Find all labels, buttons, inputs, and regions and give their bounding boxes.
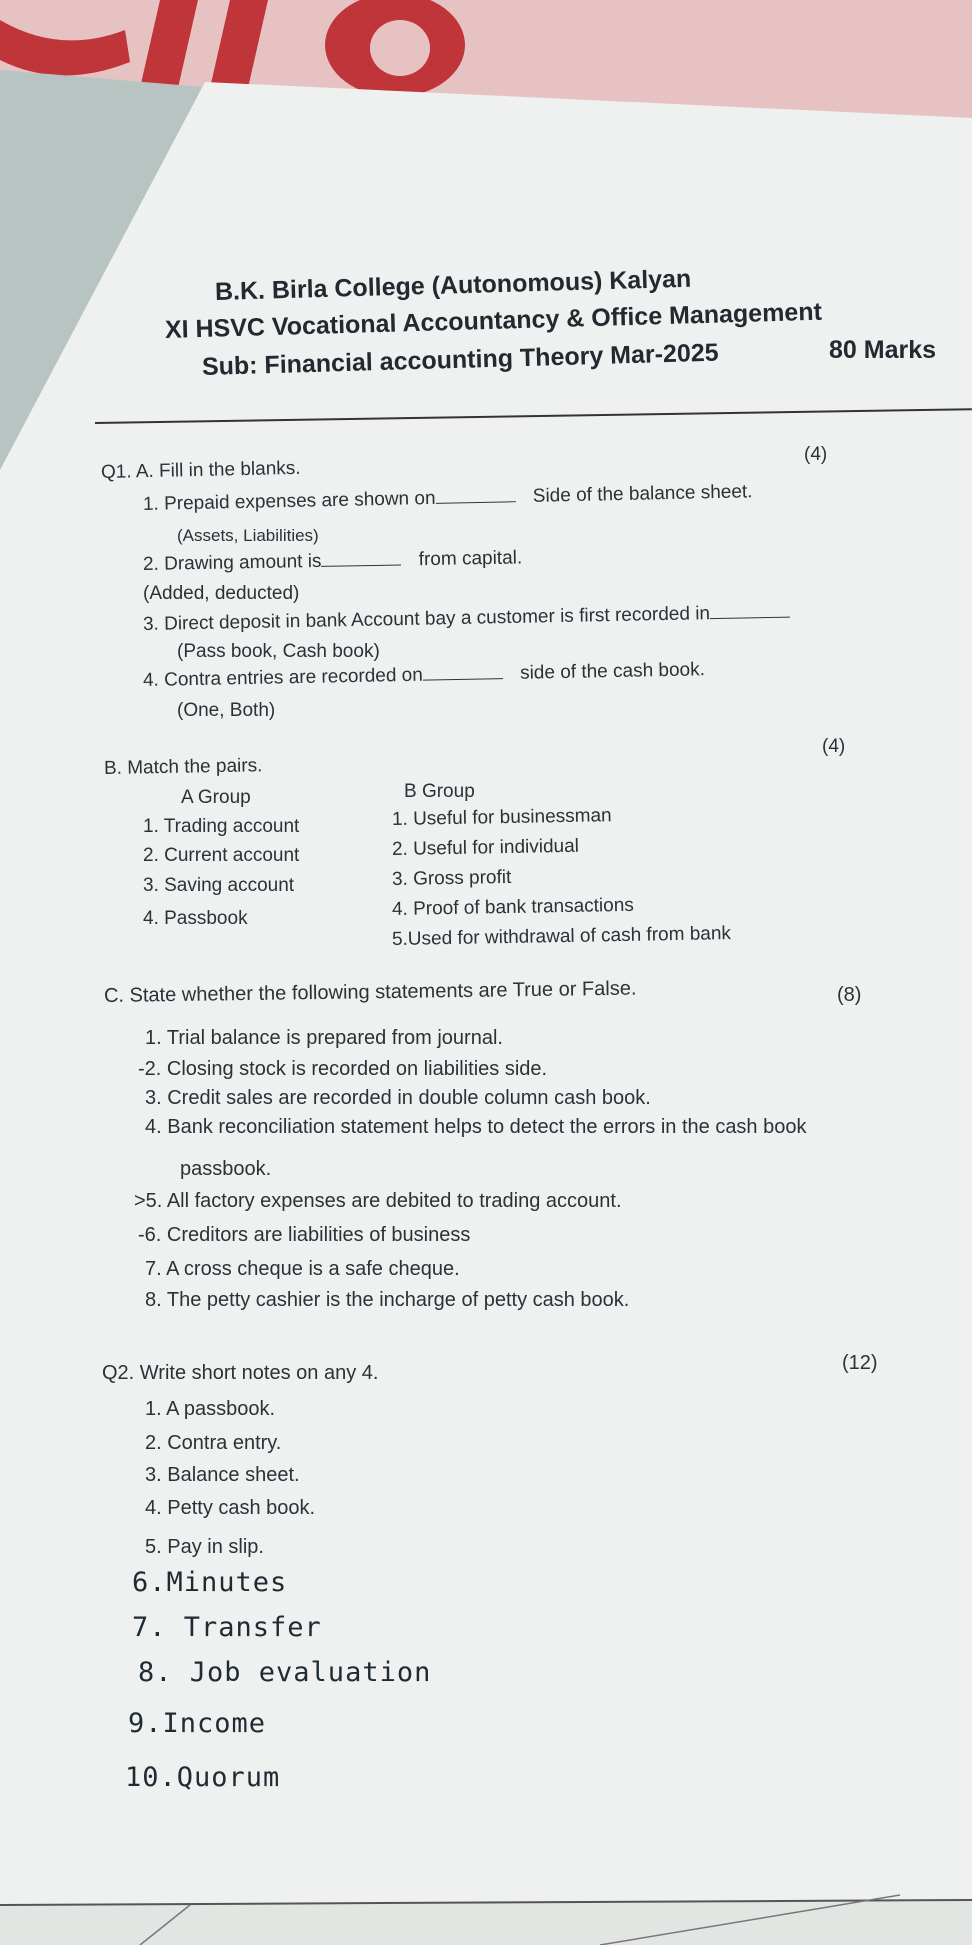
group-b-item: 2. Useful for individual	[391, 835, 580, 860]
q1a-item-4-options: (One, Both)	[177, 700, 276, 721]
item-number: 1.	[142, 493, 160, 515]
group-a-item: 4. Passbook	[143, 908, 248, 929]
item-number: 2.	[142, 553, 160, 575]
q1c-item: -6. Creditors are liabilities of business	[138, 1224, 471, 1246]
group-b-item: 5.Used for withdrawal of cash from bank	[391, 923, 732, 950]
q2-handwritten-item: 9.Income	[128, 1708, 267, 1739]
q1a-title: Q1. A. Fill in the blanks.	[100, 457, 301, 483]
item-text: Drawing amount is	[163, 550, 322, 575]
q2-handwritten-item: 6.Minutes	[132, 1567, 288, 1598]
group-b-item: 4. Proof of bank transactions	[391, 894, 635, 920]
group-b-heading: B Group	[404, 781, 475, 802]
q1c-item: 8. The petty cashier is the incharge of petty cash book.	[145, 1289, 630, 1311]
group-a-heading: A Group	[181, 787, 251, 808]
q2-item: 1. A passbook.	[145, 1398, 276, 1420]
q1c-marks: (8)	[837, 984, 862, 1006]
group-a-item: 3. Saving account	[143, 875, 295, 896]
q1c-item: 3. Credit sales are recorded in double column cash book.	[145, 1087, 651, 1109]
q2-title: Q2. Write short notes on any 4.	[102, 1362, 379, 1384]
group-b-item: 3. Gross profit	[391, 866, 512, 890]
item-number: 3.	[142, 613, 160, 635]
q1a-marks: (4)	[804, 444, 828, 465]
college-name: B.K. Birla College (Autonomous) Kalyan	[214, 264, 692, 306]
q2-handwritten-item: 7. Transfer	[132, 1612, 322, 1643]
q2-item: 2. Contra entry.	[145, 1432, 282, 1454]
item-text: Contra entries are recorded on	[163, 664, 424, 691]
q1c-item: >5. All factory expenses are debited to trading account.	[134, 1190, 622, 1212]
q1c-item: 1. Trial balance is prepared from journal.	[145, 1027, 503, 1049]
q1c-item: 7. A cross cheque is a safe cheque.	[145, 1258, 460, 1280]
group-a-item: 2. Current account	[143, 845, 300, 866]
total-marks: 80 Marks	[829, 336, 937, 364]
q2-marks: (12)	[842, 1352, 878, 1374]
q2-handwritten-item: 8. Job evaluation	[138, 1657, 432, 1688]
group-b-item: 1. Useful for businessman	[391, 805, 612, 830]
q1c-title: C. State whether the following statements are True or False.	[103, 977, 637, 1007]
q1c-item-continuation: passbook.	[180, 1158, 272, 1180]
item-text: Direct deposit in bank Account bay a customer is first recorded in	[163, 603, 711, 635]
item-text-after: side of the cash book.	[519, 659, 706, 684]
q2-item: 3. Balance sheet.	[145, 1464, 300, 1486]
q1c-item: 4. Bank reconciliation statement helps to detect the errors in the cash book	[145, 1116, 807, 1138]
q1a-item-2-options: (Added, deducted)	[143, 583, 300, 604]
course-title: XI HSVC Vocational Accountancy & Office Management	[164, 297, 823, 344]
q2-item: 5. Pay in slip.	[145, 1536, 264, 1558]
q1b-title: B. Match the pairs.	[103, 755, 263, 779]
q2-handwritten-item: 10.Quorum	[125, 1762, 281, 1793]
item-text: Prepaid expenses are shown on	[163, 487, 436, 515]
q1a-item-1-options: (Assets, Liabilities)	[177, 526, 319, 545]
subject-line: Sub: Financial accounting Theory Mar-2025	[201, 338, 719, 381]
item-text-after: from capital.	[418, 547, 523, 571]
q1c-item: -2. Closing stock is recorded on liabilities side.	[138, 1058, 548, 1080]
q2-item: 4. Petty cash book.	[145, 1497, 316, 1519]
q1b-marks: (4)	[822, 736, 846, 757]
group-a-item: 1. Trading account	[143, 816, 300, 837]
item-text-after: Side of the balance sheet.	[532, 481, 753, 507]
item-number: 4.	[142, 669, 160, 691]
q1a-item-3-options: (Pass book, Cash book)	[177, 641, 380, 662]
